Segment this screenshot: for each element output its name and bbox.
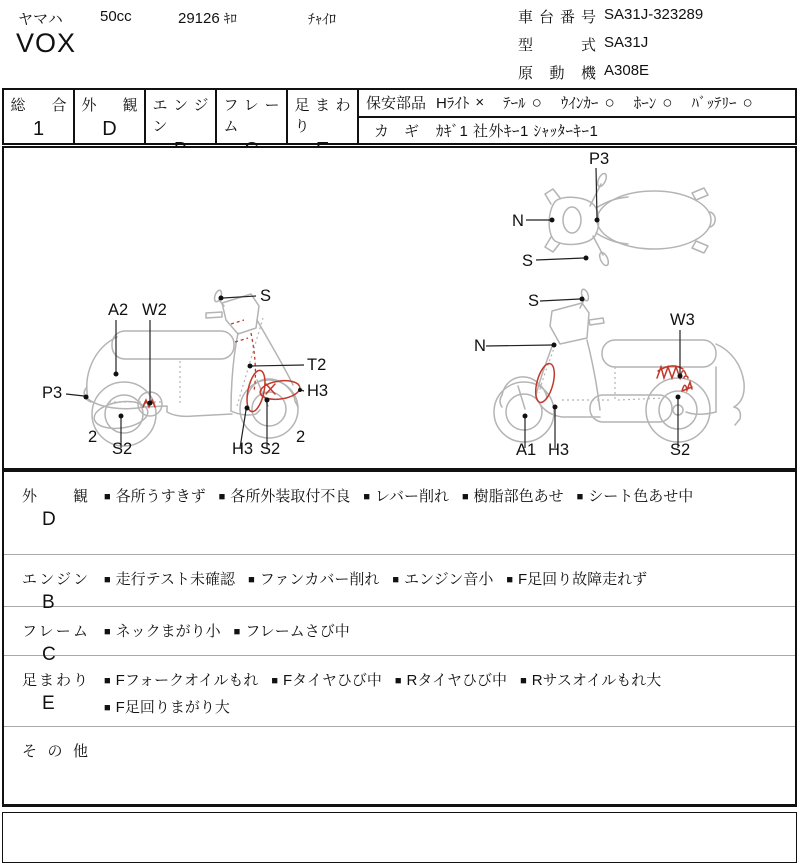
front-wheel xyxy=(494,382,554,442)
model-name: VOX xyxy=(16,28,77,58)
defect-item-list xyxy=(100,656,795,726)
diagram-label-t2: T2 xyxy=(307,356,327,374)
bullet-icon: ■ xyxy=(392,574,400,586)
section-engine xyxy=(4,554,795,613)
seat xyxy=(112,331,234,359)
status-circle-icon: ○ xyxy=(531,92,542,112)
diagram-label-s: S xyxy=(528,292,540,310)
rating-cell-exterior xyxy=(75,90,146,143)
left-side-scooter xyxy=(42,287,328,458)
bullet-icon: ■ xyxy=(363,491,370,503)
defect-item: ■ Rサスオイルもれ大 xyxy=(520,672,662,689)
mileage-unit: ｷﾛ xyxy=(223,11,237,26)
defect-item: ■ 走行テスト未確認 xyxy=(104,571,236,588)
defect-item: ■ シート色あせ中 xyxy=(576,488,694,505)
safety-parts-row xyxy=(359,90,795,118)
bullet-icon: ■ xyxy=(271,675,278,687)
maker-name: ヤマハ xyxy=(18,11,63,28)
engine-row xyxy=(518,62,703,83)
seat xyxy=(602,340,716,367)
rating-label: 総合 xyxy=(10,97,67,114)
section-label: その他 xyxy=(22,743,88,760)
rear-wheel xyxy=(92,382,156,446)
status-circle-icon: ○ xyxy=(662,92,673,112)
safety-parts-label: 保安部品 xyxy=(366,95,427,113)
bottom-empty-box xyxy=(2,812,797,863)
defect-item: ■ Rタイヤひび中 xyxy=(394,672,508,689)
safety-item-headlight: Hﾗｲﾄ × xyxy=(436,94,485,113)
rating-grade: D xyxy=(102,118,117,140)
type-label: 型式 xyxy=(518,37,596,54)
rating-cell-engine xyxy=(146,90,217,143)
diagram-label-h3: H3 xyxy=(307,382,329,400)
defect-item: ■ ネックまがり小 xyxy=(104,623,221,640)
safety-item-winker: ｳｲﾝｶｰ ○ xyxy=(560,92,615,113)
safety-item-battery: ﾊﾞｯﾃﾘｰ ○ xyxy=(691,92,753,113)
safety-item-tail: ﾃｰﾙ ○ xyxy=(503,92,542,113)
defect-item: ■ 各所外装取付不良 xyxy=(218,488,351,505)
diagram-label-2: 2 xyxy=(88,428,98,446)
rating-label: フレーム xyxy=(223,97,280,135)
diagram-label-w3: W3 xyxy=(670,311,695,329)
damage-mark-scratch-rear-fender xyxy=(682,382,692,391)
defect-item: ■ Fフォークオイルもれ xyxy=(104,672,259,689)
defect-item: ■ 樹脂部色あせ xyxy=(461,488,564,505)
section-frame xyxy=(4,606,795,665)
diagram-label-h3: H3 xyxy=(548,441,570,459)
key-row xyxy=(359,118,795,144)
rating-cell-undercarriage xyxy=(288,90,359,143)
diagram-label-s: S xyxy=(260,287,272,305)
defect-item-list xyxy=(100,607,795,655)
type-value: SA31J xyxy=(604,34,649,51)
defect-item: ■ フレームさび中 xyxy=(233,623,350,640)
engine-value: A308E xyxy=(604,62,650,79)
key-info: ｶｷﾞ1 社外ｷｰ1 ｼｬｯﾀｰｷｰ1 xyxy=(436,122,599,140)
chassis-number-label: 車台番号 xyxy=(518,9,596,26)
bullet-icon: ■ xyxy=(218,491,226,503)
defect-item: ■ F足回り故障走れず xyxy=(506,571,648,588)
status-circle-icon: ○ xyxy=(742,92,753,112)
damage-diagram-panel xyxy=(2,146,797,470)
handlebar-cover xyxy=(550,303,589,344)
section-other xyxy=(4,726,795,804)
bullet-icon: ■ xyxy=(248,574,255,586)
section-label: 足まわり xyxy=(22,672,88,689)
type-row xyxy=(518,34,703,55)
defect-item: ■ Fタイヤひび中 xyxy=(271,672,382,689)
defect-item: ■ ファンカバー削れ xyxy=(248,571,380,588)
rating-grade: 1 xyxy=(32,118,45,140)
engine-label: 原動機 xyxy=(518,65,596,82)
bullet-icon: ■ xyxy=(104,675,111,687)
diagram-label-p3: P3 xyxy=(589,150,610,168)
diagram-label-s: S xyxy=(522,252,534,270)
chassis-number-value: SA31J-323289 xyxy=(604,6,704,23)
vehicle-id-block xyxy=(518,6,703,90)
diagram-label-n: N xyxy=(474,337,486,355)
handlebar-cover xyxy=(222,294,259,334)
rating-label: 外観 xyxy=(81,97,138,114)
bullet-icon: ■ xyxy=(104,702,111,714)
chassis-number-row xyxy=(518,6,703,27)
diagram-label-s2: S2 xyxy=(112,440,133,458)
top-view-scooter xyxy=(512,150,715,270)
diagram-label-n: N xyxy=(512,212,524,230)
defect-item: ■ レバー削れ xyxy=(363,488,449,505)
bullet-icon: ■ xyxy=(394,675,402,687)
mileage-value: 29126 xyxy=(178,10,220,27)
diagram-label-p3: P3 xyxy=(42,384,63,402)
diagram-label-w2: W2 xyxy=(142,301,167,319)
body-color: ﾁｬｲﾛ xyxy=(308,11,336,27)
bullet-icon: ■ xyxy=(461,491,469,503)
safety-parts-block xyxy=(359,90,795,143)
section-label: エンジン xyxy=(22,571,88,588)
diagram-label-a2: A2 xyxy=(108,301,129,319)
section-grade: D xyxy=(42,509,56,530)
bullet-icon: ■ xyxy=(506,574,513,586)
defect-item: ■ 各所うすきず xyxy=(104,488,206,505)
rating-cell-overall xyxy=(4,90,75,143)
bullet-icon: ■ xyxy=(576,491,584,503)
mileage xyxy=(178,8,237,27)
diagram-label-s2: S2 xyxy=(670,441,691,459)
diagram-label-a1: A1 xyxy=(516,441,537,459)
rating-label: エンジン xyxy=(152,97,209,135)
defect-item: ■ エンジン音小 xyxy=(392,571,494,588)
bullet-icon: ■ xyxy=(233,626,241,638)
defect-item: ■ F足回りまがり大 xyxy=(104,699,230,716)
diagram-label-s2: S2 xyxy=(260,440,281,458)
defect-sections xyxy=(2,470,797,807)
bullet-icon: ■ xyxy=(520,675,527,687)
section-grade: B xyxy=(42,592,55,613)
defect-item-list xyxy=(100,727,795,804)
diagram-label-h3: H3 xyxy=(232,440,254,458)
defect-item-list xyxy=(100,472,795,554)
right-side-scooter xyxy=(474,288,744,459)
bullet-icon: ■ xyxy=(104,574,111,586)
section-undercarriage xyxy=(4,655,795,726)
defect-item-list xyxy=(100,555,795,606)
bullet-icon: ■ xyxy=(104,491,111,503)
displacement: 50cc xyxy=(100,8,132,25)
section-label: フレーム xyxy=(22,623,88,640)
section-label: 外観 xyxy=(22,488,88,505)
section-exterior xyxy=(4,472,795,554)
ratings-table xyxy=(2,88,797,145)
status-circle-icon: ○ xyxy=(604,92,615,112)
rating-label: 足まわり xyxy=(294,97,351,135)
rating-cell-frame xyxy=(217,90,288,143)
key-label: カ ギ xyxy=(374,122,420,140)
section-grade: C xyxy=(42,644,56,665)
diagram-label-2: 2 xyxy=(296,428,306,446)
safety-item-horn: ﾎｰﾝ ○ xyxy=(633,92,673,113)
status-cross-icon: × xyxy=(475,94,485,112)
bullet-icon: ■ xyxy=(104,626,111,638)
scooter-diagrams xyxy=(4,148,795,468)
section-grade: E xyxy=(42,693,55,714)
